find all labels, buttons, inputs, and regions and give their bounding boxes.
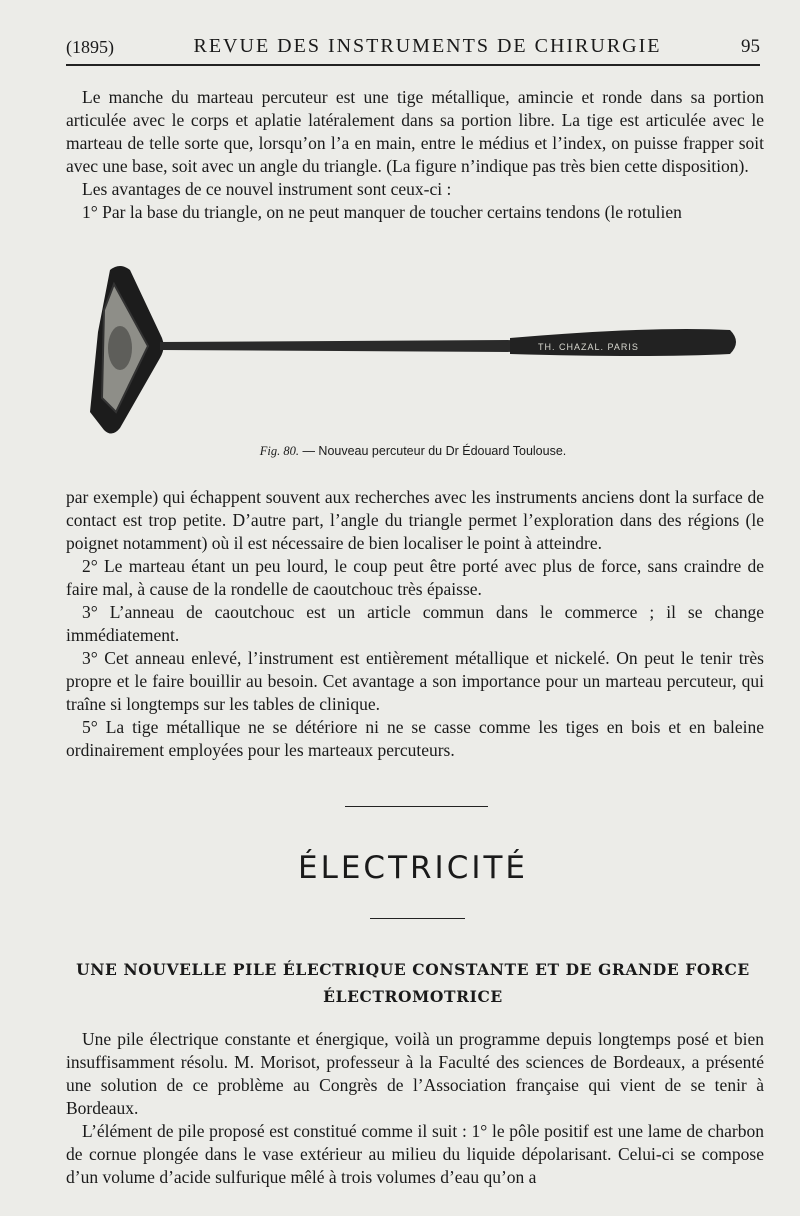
caption-text: — Nouveau percuteur du Dr Édouard Toulouse. bbox=[302, 444, 567, 458]
paragraph: Les avantages de ce nouvel instrument sont ceux-ci : bbox=[82, 179, 452, 199]
hammer-head-boss bbox=[108, 326, 132, 370]
page-number: 95 bbox=[741, 36, 760, 57]
header-title: REVUE DES INSTRUMENTS DE CHIRURGIE bbox=[193, 35, 662, 57]
section-title: ÉLECTRICITÉ bbox=[297, 850, 529, 886]
paragraph: 1° Par la base du triangle, on ne peut manquer de toucher certains tendons (le rotulien bbox=[82, 202, 682, 222]
text-block-2 bbox=[66, 486, 764, 762]
running-header bbox=[66, 24, 760, 58]
paragraph: Le manche du marteau percuteur est une tige métallique, amincie et ronde dans sa portion articulée avec le corps et aplatie latéralement dans sa portion libre. La tige est articulée avec le marteau de telle sorte que, lorsqu’on l’a en main, entre le médius et l’index, on puisse frapper soit avec une base, soit avec un angle du triangle. (La figure n’indique pas très bien cette disposition). bbox=[66, 87, 764, 176]
header-rule bbox=[66, 64, 760, 66]
handle-stamp: TH. CHAZAL. PARIS bbox=[538, 342, 639, 352]
paragraph: 2° Le marteau étant un peu lourd, le coup peut être porté avec plus de force, sans craindre de faire mal, à cause de la rondelle de caoutchouc très épaisse. bbox=[66, 556, 764, 599]
paragraph: 5° La tige métallique ne se détériore ni ne se casse comme les tiges en bois et en baleine ordinairement employées pour les marteaux percuteurs. bbox=[66, 717, 764, 760]
header-year: (1895) bbox=[66, 37, 114, 57]
caption-label: Fig. 80. bbox=[259, 444, 299, 458]
paragraph: 3° Cet anneau enlevé, l’instrument est entièrement métallique et nickelé. On peut le tenir très propre et le faire bouillir au besoin. Cet avantage a son importance pour un marteau percuteur, qui traîne si longtemps sur les tables de clinique. bbox=[66, 648, 764, 714]
percussion-hammer-illustration bbox=[90, 262, 750, 438]
text-block-3 bbox=[66, 1028, 764, 1189]
paragraph: L’élément de pile proposé est constitué comme il suit : 1° le pôle positif est une lame de charbon de cornue plongée dans le vase extérieur au milieu du liquide dépolarisant. Celui-ci se compose d’un volume d’acide sulfurique mêlé à trois volumes d’eau qu’on a bbox=[66, 1121, 764, 1187]
paragraph: 3° L’anneau de caoutchouc est un article commun dans le commerce ; il se change immédiatement. bbox=[66, 602, 764, 645]
paragraph: par exemple) qui échappent souvent aux recherches avec les instruments anciens dont la surface de contact est trop petite. D’autre part, l’angle du triangle permet l’exploration dans des régions (le poignet notamment) où il est nécessaire de bien localiser le point à atteindre. bbox=[66, 487, 764, 553]
text-block-1 bbox=[66, 86, 764, 224]
title-rule bbox=[370, 918, 465, 919]
article-title: UNE NOUVELLE PILE ÉLECTRIQUE CONSTANTE ET DE GRANDE FORCE ÉLECTROMOTRICE bbox=[76, 960, 750, 1006]
paragraph: Une pile électrique constante et énergique, voilà un programme depuis longtemps posé et bien insuffisamment résolu. M. Morisot, professeur à la Faculté des sciences de Bordeaux, a présenté une solution de ce problème au Congrès de l’Association française qui vient de se tenir à Bordeaux. bbox=[66, 1029, 764, 1118]
figure-caption bbox=[66, 444, 760, 459]
hammer-shaft bbox=[160, 340, 520, 352]
section-separator bbox=[345, 806, 488, 807]
